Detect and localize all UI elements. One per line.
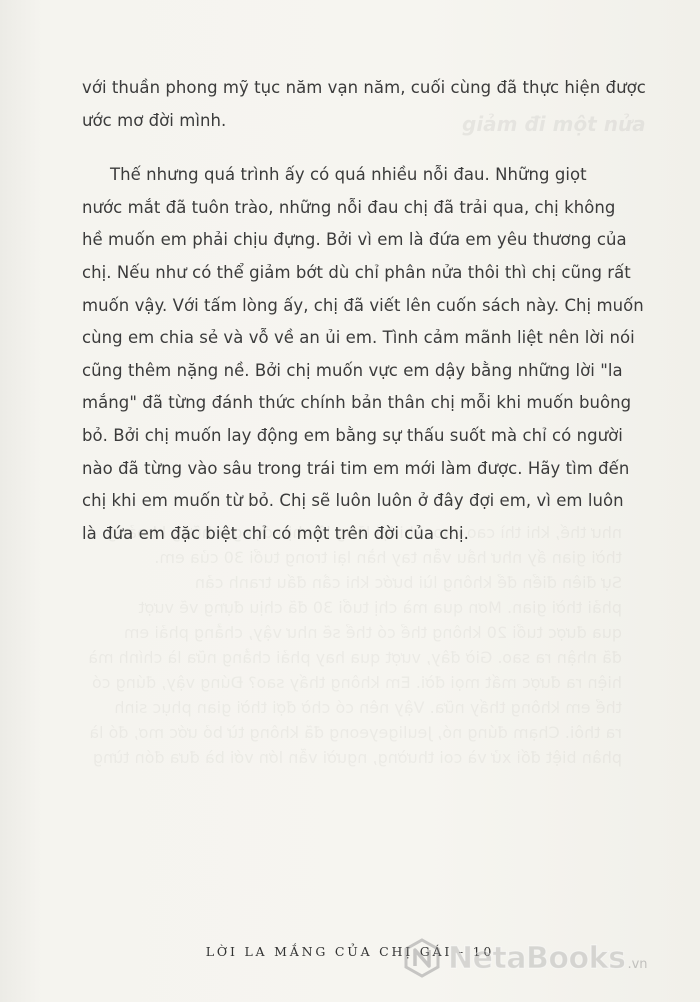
- text-line: cùng em chia sẻ và vỗ về an ủi em. Tình cảm mãnh liệt nên lời nói: [82, 328, 635, 348]
- text-line: mắng" đã từng đánh thức chính bản thân chị mỗi khi muốn buông: [82, 393, 632, 413]
- text-line: hề muốn em phải chịu đựng. Bởi vì em là đứa em yêu thương của: [82, 230, 627, 250]
- show-through-line: [82, 720, 622, 745]
- text-line: bỏ. Bởi chị muốn lay động em bằng sự thấu suốt mà chỉ có người: [82, 425, 623, 445]
- show-through-line: [82, 695, 622, 720]
- text-line: với thuần phong mỹ tục năm vạn năm, cuối cùng đã thực hiện được: [82, 78, 646, 97]
- text-line: nào đã từng vào sâu trong trái tim em mới làm được. Hãy tìm đến: [82, 458, 630, 478]
- show-through-line: [82, 745, 622, 770]
- text-line: ước mơ đời mình.: [82, 110, 227, 130]
- watermark-brand: NetaBooks: [448, 940, 626, 976]
- show-through-line: [82, 670, 622, 695]
- text-line: nước mắt đã tuôn trào, những nỗi đau chị đã trải qua, chị không: [82, 197, 616, 217]
- text-line: Thế nhưng quá trình ấy có quá nhiều nỗi đau. Những giọt: [110, 165, 587, 185]
- text-line: muốn vậy. Với tấm lòng ấy, chị đã viết lên cuốn sách này. Chị muốn: [82, 295, 644, 315]
- text-line: chị. Nếu như có thể giảm bớt dù chỉ phân nửa thôi thì chị cũng rất: [82, 262, 631, 282]
- watermark: [402, 934, 648, 982]
- show-through-heading: giảm đi một nửa: [462, 112, 646, 136]
- text-line: là đứa em đặc biệt chỉ có một trên đời của chị.: [82, 523, 469, 543]
- body-text: [82, 72, 646, 550]
- show-through-line: [82, 645, 622, 670]
- watermark-suffix: .vn: [627, 956, 648, 972]
- netabooks-logo-icon: [402, 938, 442, 978]
- paragraph-1: [82, 72, 646, 137]
- show-through-line: [82, 570, 622, 595]
- text-line: cũng thêm nặng nề. Bởi chị muốn vực em dậy bằng những lời "la: [82, 360, 623, 380]
- paragraph-2: [82, 159, 644, 550]
- show-through-text: [82, 520, 622, 770]
- show-through-line: [82, 620, 622, 645]
- show-through-line: [82, 595, 622, 620]
- running-footer: LỜI LA MẮNG CỦA CHỊ GÁI - 10: [205, 944, 495, 959]
- text-line: chị khi em muốn từ bỏ. Chị sẽ luôn luôn ở đây đợi em, vì em luôn: [82, 491, 624, 511]
